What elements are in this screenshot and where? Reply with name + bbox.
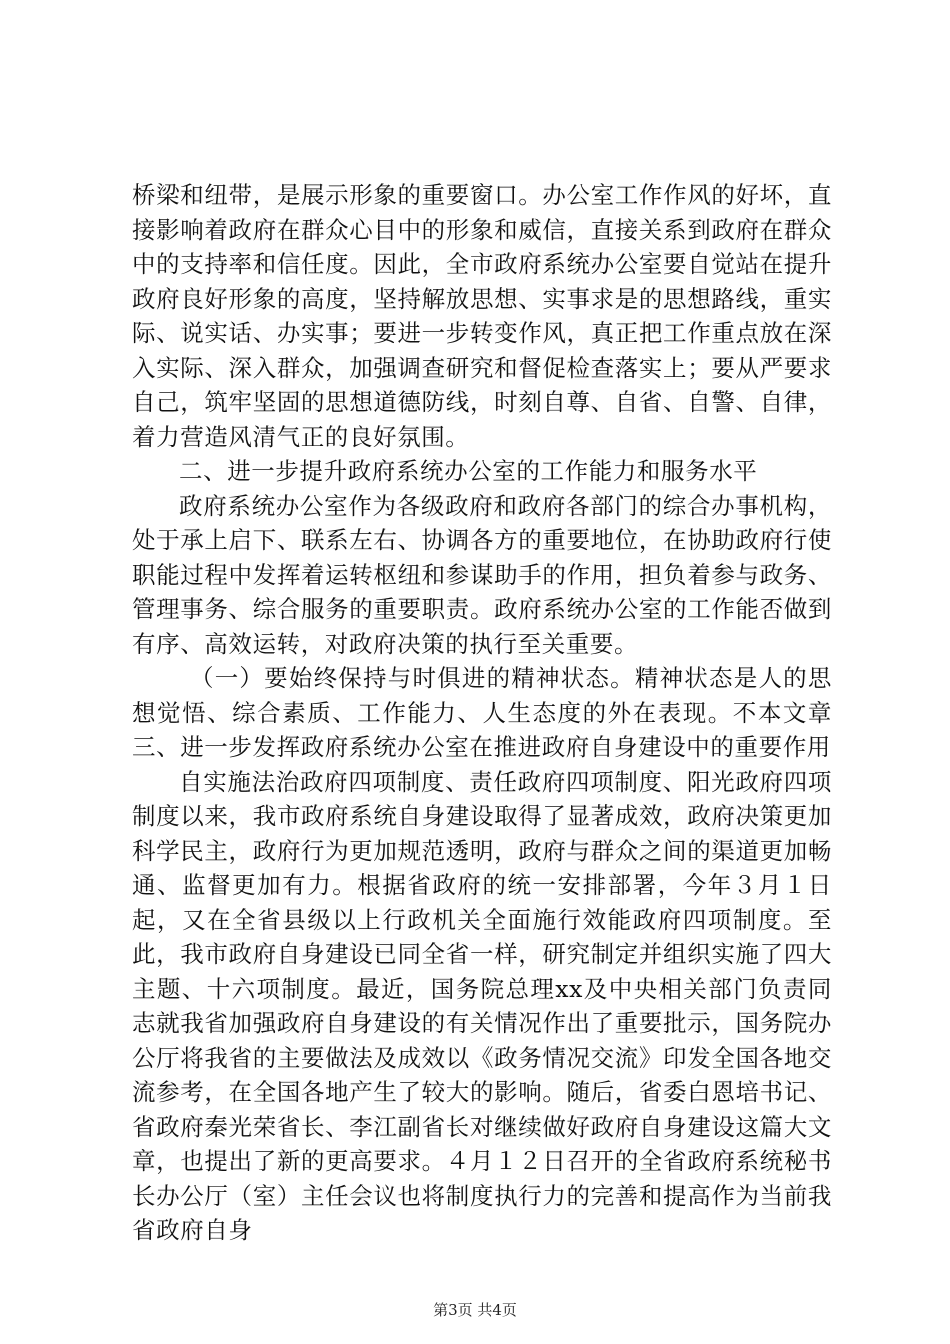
paragraph-office-role: 政府系统办公室作为各级政府和政府各部门的综合办事机构，处于承上启下、联系左右、协调各方的重要地位，在协助政府行使职能过程中发挥着运转枢纽和参谋助手的作用，担负着参与政务、管理事务、综合服务的重要职责。政府系统办公室的工作能否做到有序、高效运转，对政府决策的执行至关重要。: [132, 491, 832, 658]
paragraph-continuation: 桥梁和纽带，是展示形象的重要窗口。办公室工作作风的好坏，直接影响着政府在群众心目中的形象和威信，直接关系到政府在群众中的支持率和信任度。因此，全市政府系统办公室要自觉站在提升政府良好形象的高度，坚持解放思想、实事求是的思想路线，重实际、说实话、办实事；要进一步转变作风，真正把工作重点放在深入实际、深入群众，加强调查研究和督促检查落实上；要从严要求自己，筑牢坚固的思想道德防线，时刻自尊、自省、自警、自律，着力营造风清气正的良好氛围。: [132, 181, 832, 451]
section-heading-two: 二、进一步提升政府系统办公室的工作能力和服务水平: [179, 457, 758, 485]
paragraph-self-construction: 自实施法治政府四项制度、责任政府四项制度、阳光政府四项制度以来，我市政府系统自身建设取得了显著成效，政府决策更加科学民主，政府行为更加规范透明，政府与群众之间的渠道更加畅通、监督更加有力。根据省政府的统一安排部署，今年３月１日起，又在全省县级以上行政机关全面施行效能政府四项制度。至此，我市政府自身建设已同全省一样，研究制定并组织实施了四大主题、十六项制度。最近，国务院总理xx及中央相关部门负责同志就我省加强政府自身建设的有关情况作出了重要批示，国务院办公厅将我省的主要做法及成效以《政务情况交流》印发全国各地交流参考，在全国各地产生了较大的影响。随后，省委白恩培书记、省政府秦光荣省长、李江副省长对继续做好政府自身建设这篇大文章，也提出了新的更高要求。４月１２日召开的全省政府系统秘书长办公厅（室）主任会议也将制度执行力的完善和提高作为当前我省政府自身: [132, 767, 832, 1244]
page-footer: 第3页 共4页: [433, 1301, 517, 1319]
paragraph-spirit-state: （一）要始终保持与时俱进的精神状态。精神状态是人的思想觉悟、综合素质、工作能力、人生态度的外在表现。不本文章三、进一步发挥政府系统办公室在推进政府自身建设中的重要作用: [132, 664, 832, 761]
body-text: [132, 178, 832, 1248]
